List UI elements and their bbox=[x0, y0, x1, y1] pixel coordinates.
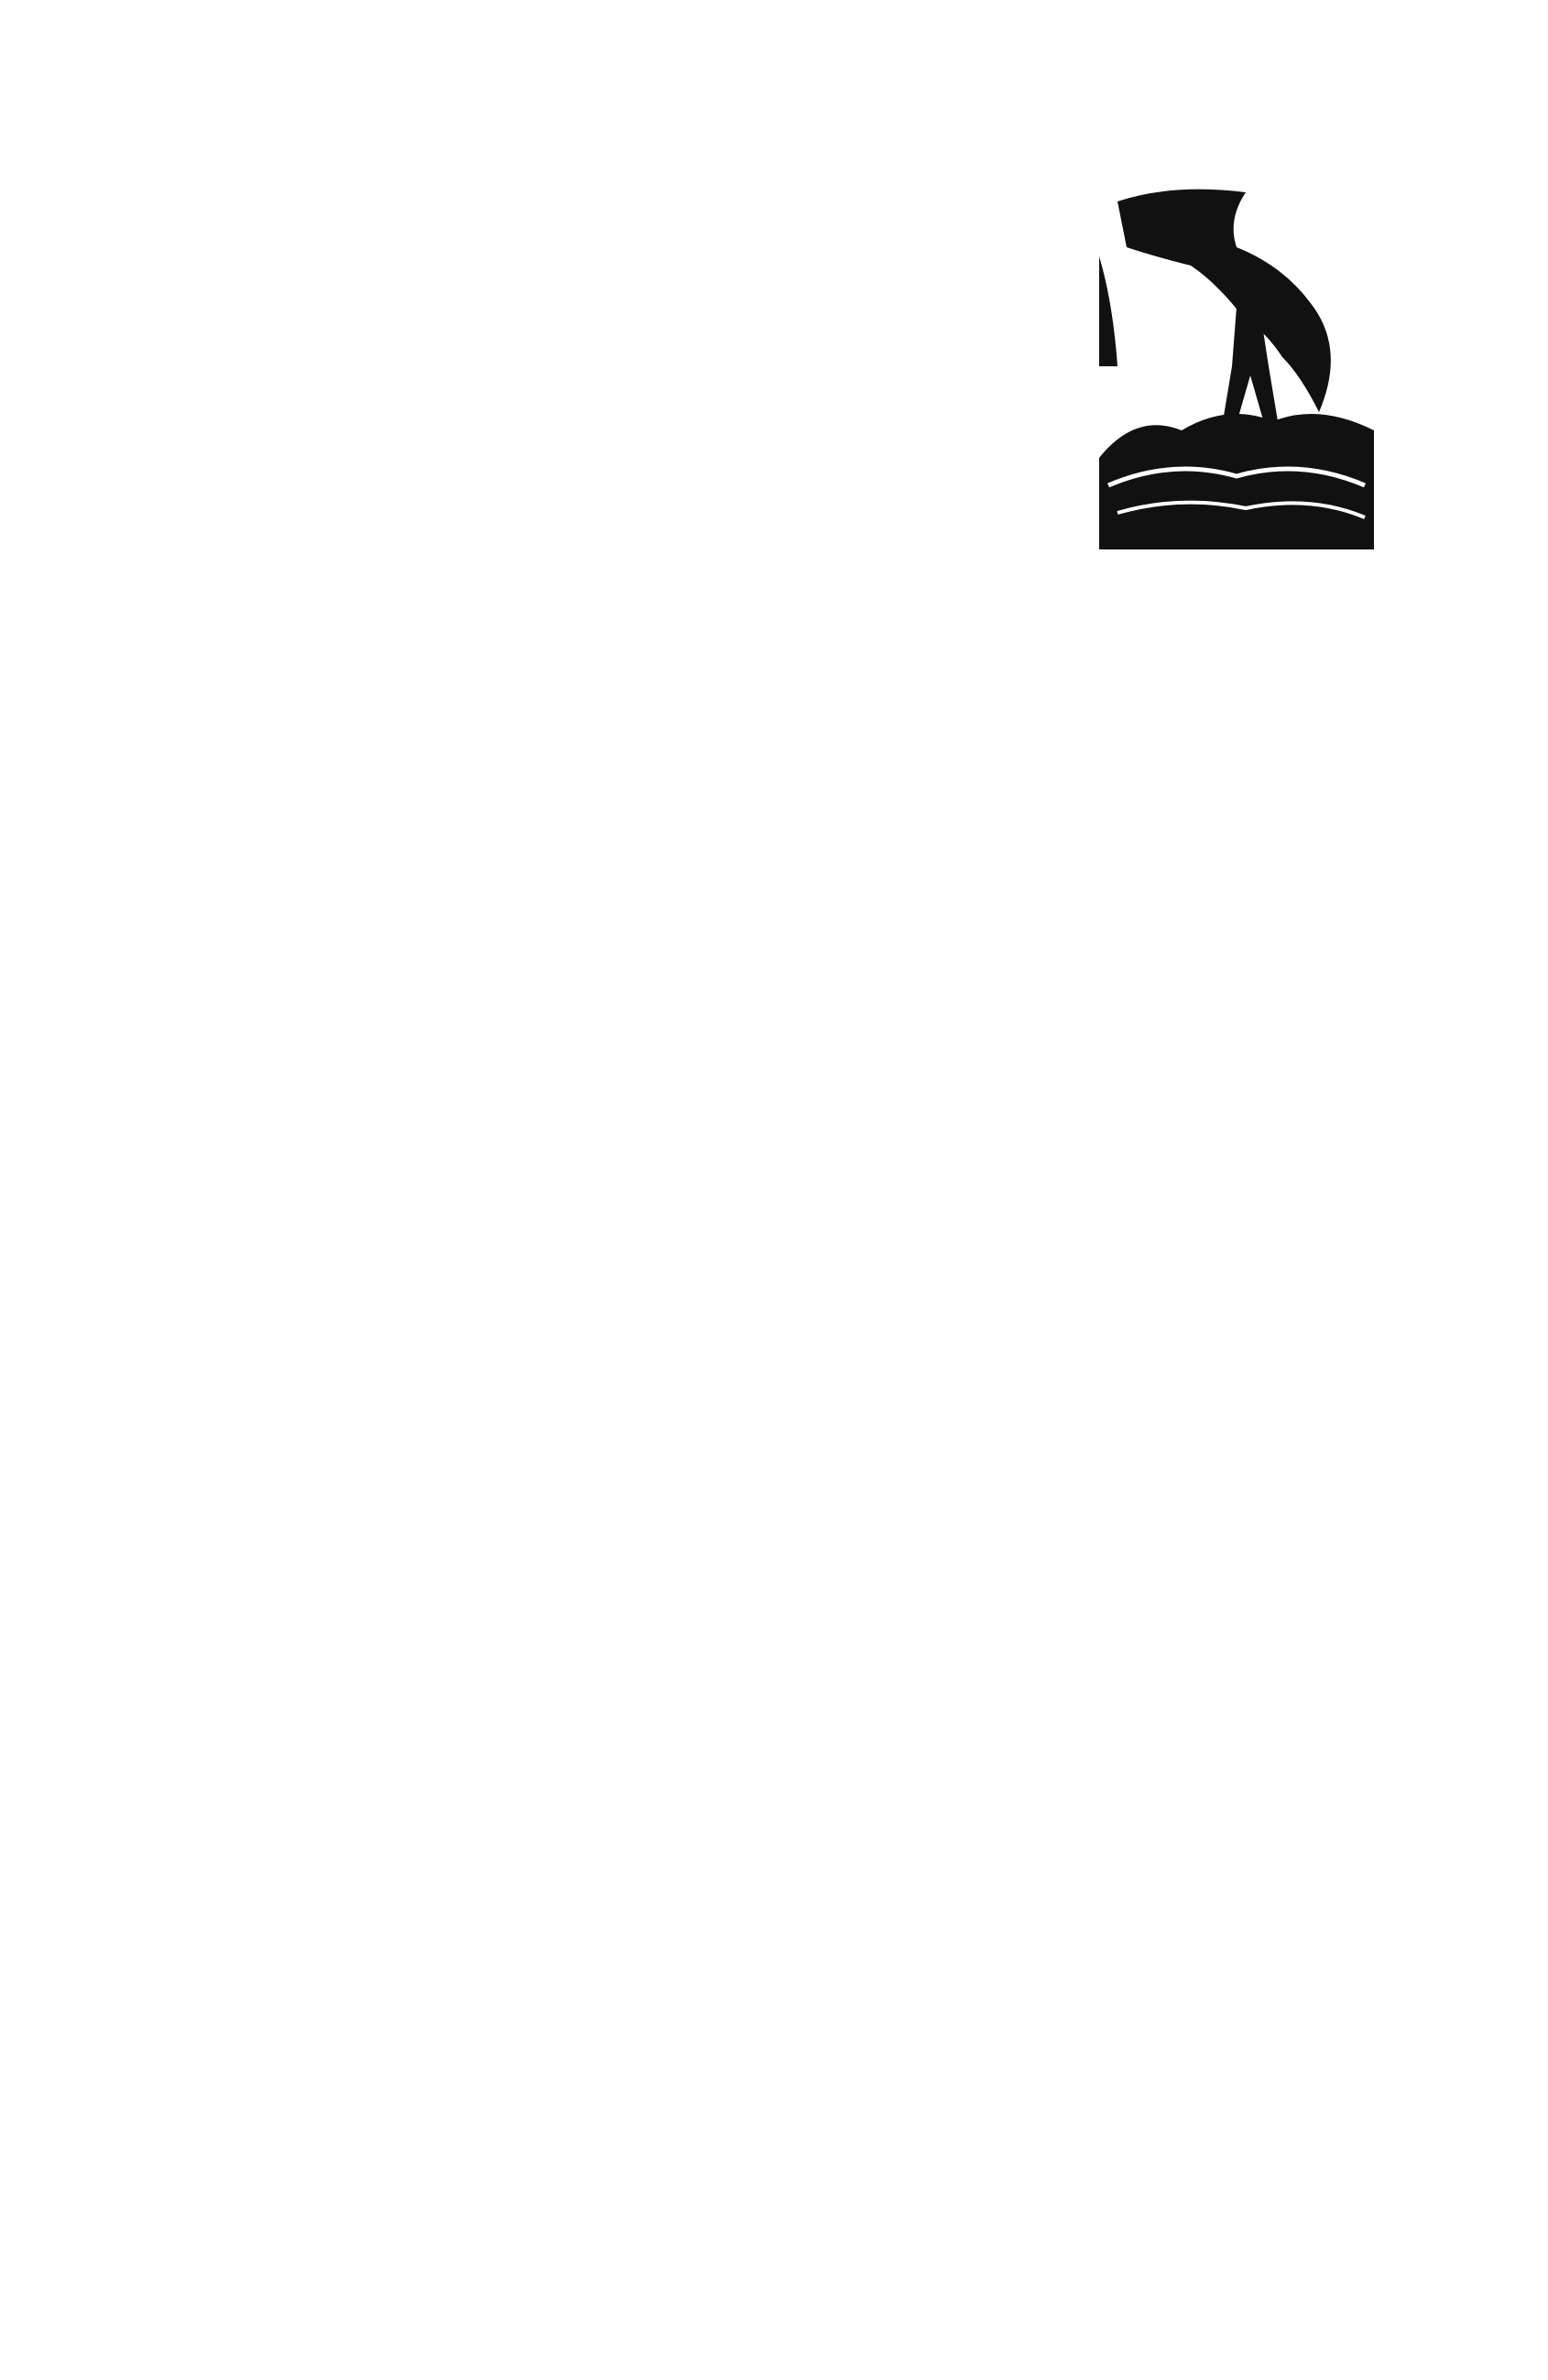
section-separator-ornament bbox=[87, 673, 1012, 714]
top-ornament-border bbox=[64, 46, 1026, 101]
figure-on-rock-icon bbox=[1099, 183, 1374, 549]
